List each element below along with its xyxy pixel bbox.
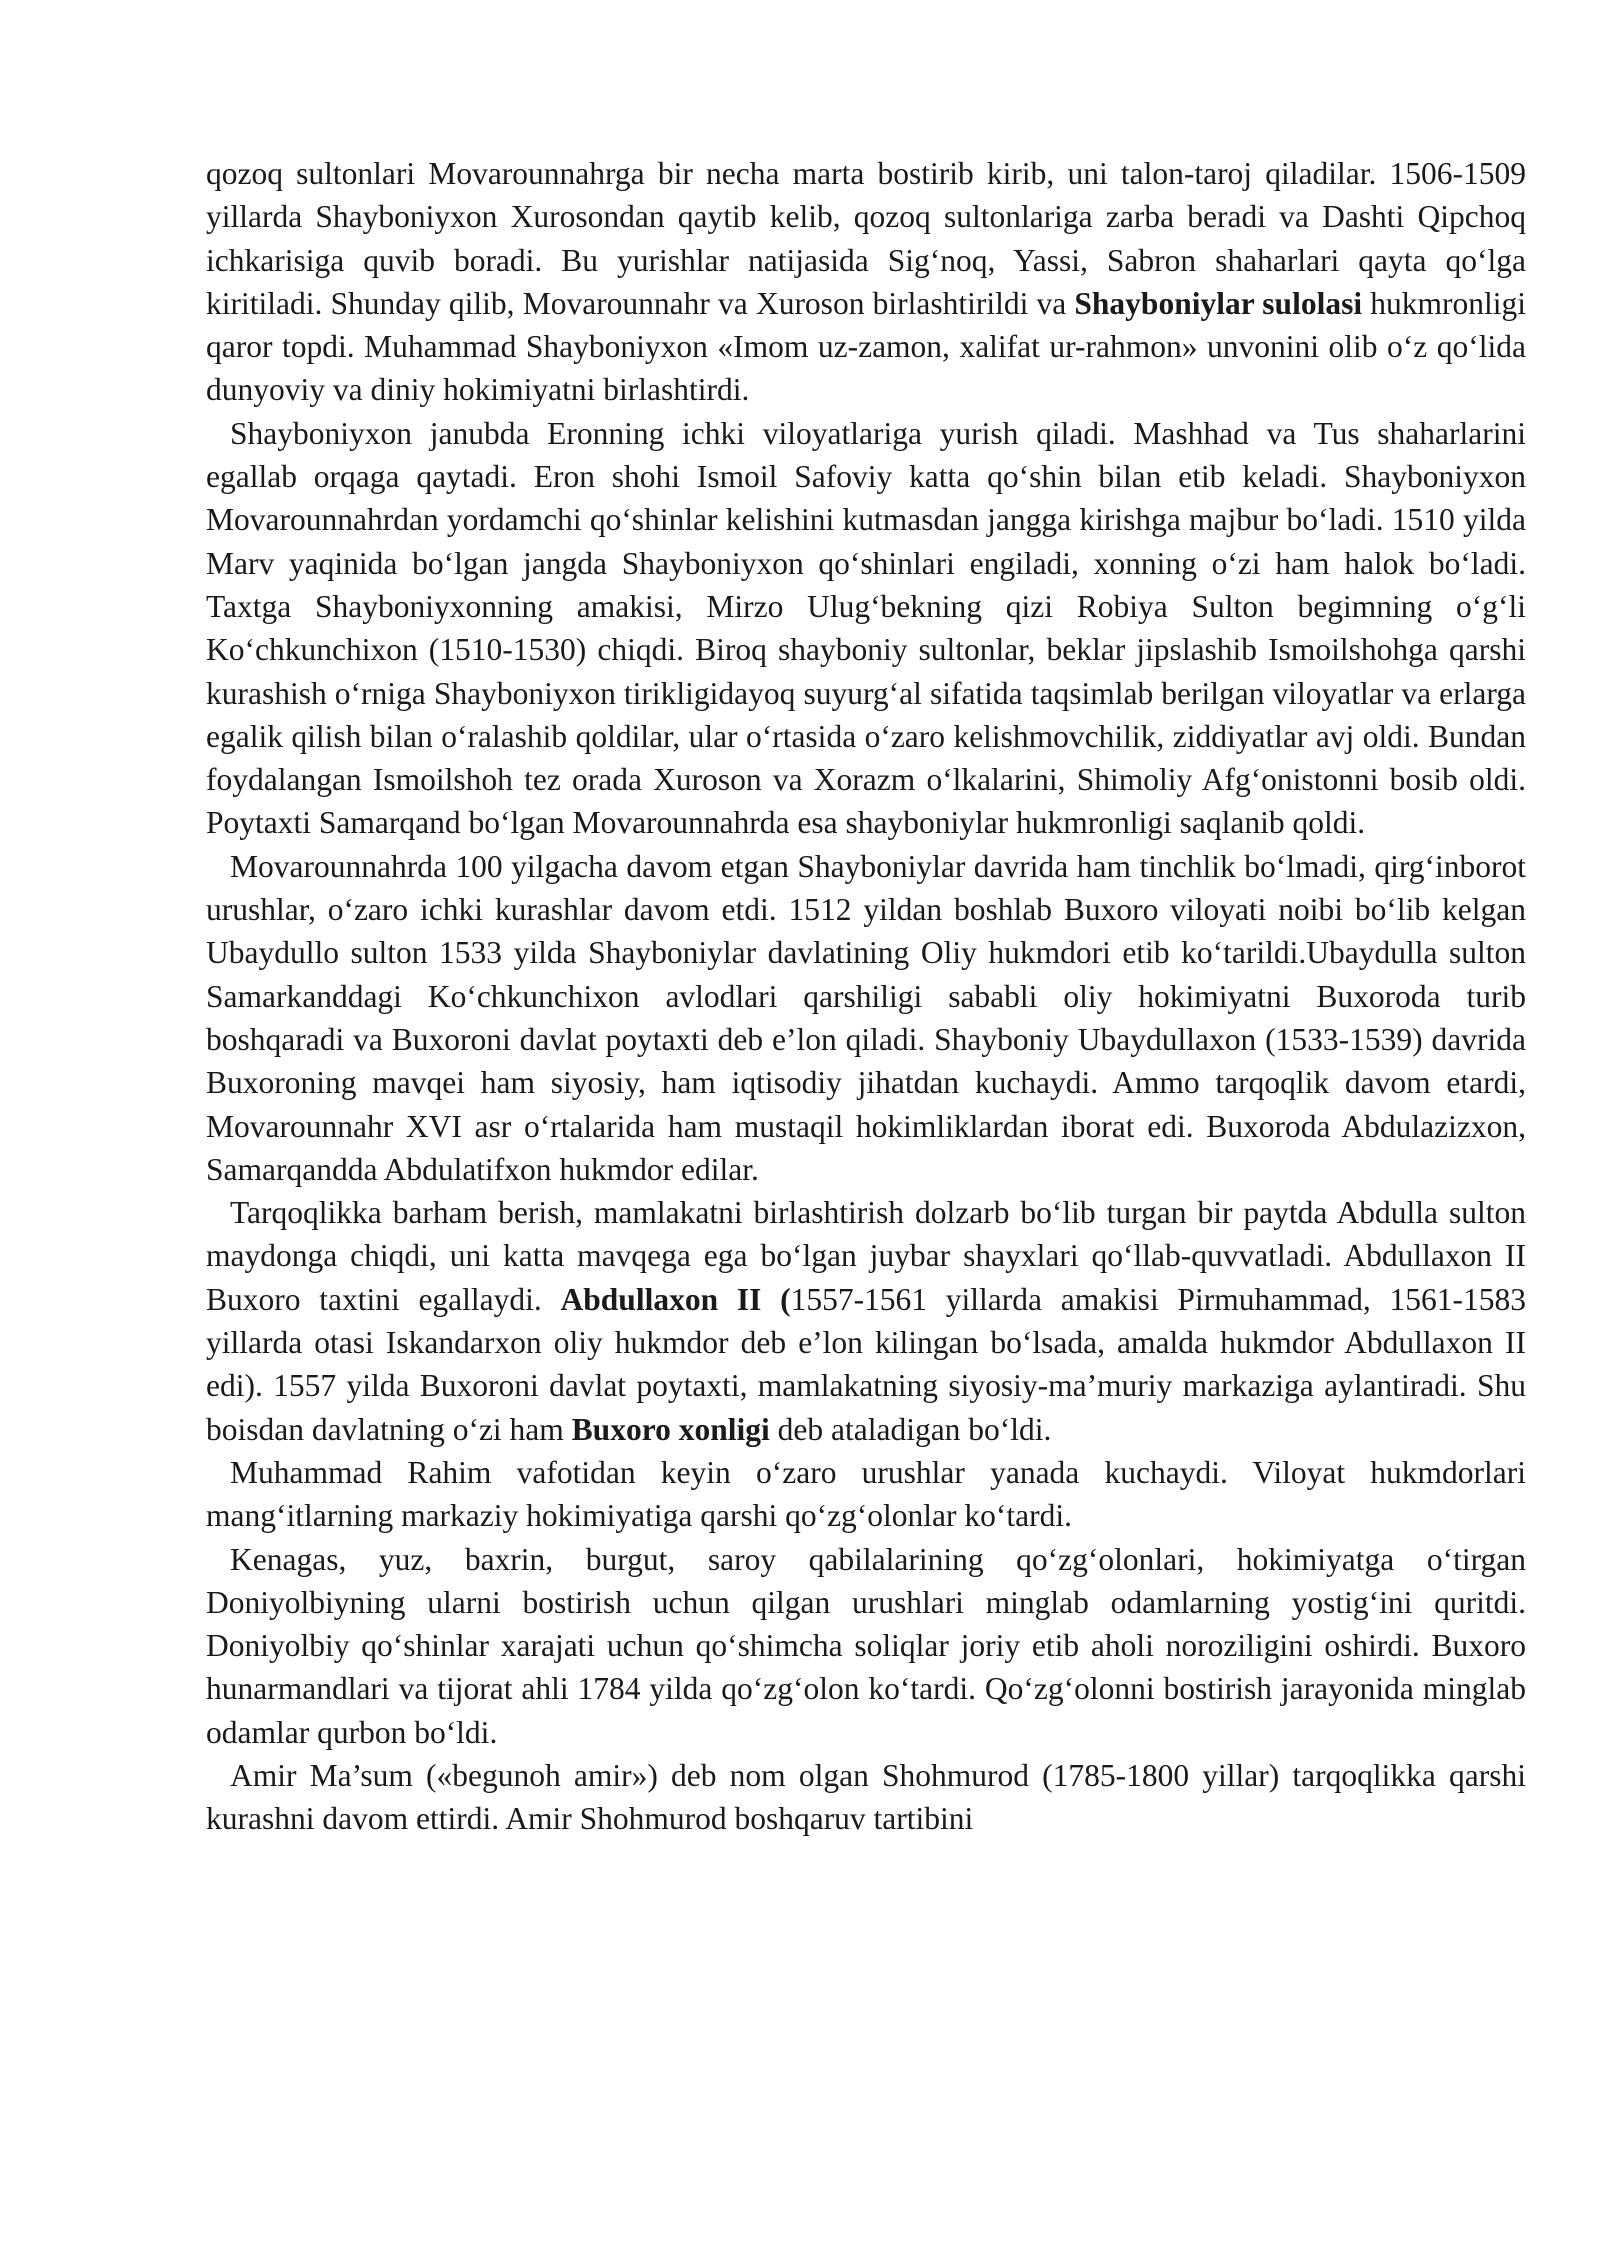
- paragraph-text: Amir Ma’sum («begunoh amir») deb nom olgan Shohmurod (1785-1800 yillar) tarqoqlikka qarshi kurashni davom ettirdi. Amir Shohmurod boshqaruv tartibini: [206, 1757, 1526, 1837]
- paragraph-text: qozoq sultonlari Movarounnahrga bir necha marta bostirib kirib, uni talon-taroj qiladilar. 1506-1509 yillarda Shayboniyxon Xurosondan qaytib kelib, qozoq sultonlariga zarba beradi va Dashti Qipchoq ichkarisiga quvib boradi. Bu yurishlar natijasida Sig‘noq, Yassi, Sabron shaharlari qayta qo‘lga kiritiladi. Shunday qilib, Movarounnahr va Xuroson birlashtirildi va: [206, 156, 1526, 321]
- document-page: [206, 152, 1526, 1841]
- paragraph-4: [206, 1191, 1526, 1451]
- paragraph-1: [206, 152, 1526, 412]
- paragraph-text: Movarounnahrda 100 yilgacha davom etgan Shayboniylar davrida ham tinchlik bo‘lmadi, qirg‘inborot urushlar, o‘zaro ichki kurashlar davom etdi. 1512 yildan boshlab Buxoro viloyati noibi bo‘lib kelgan Ubaydullo sulton 1533 yilda Shayboniylar davlatining Oliy hukmdori etib ko‘tarildi.Ubaydulla sulton Samarkanddagi Ko‘chkunchixon avlodlari qarshiligi sababli oliy hokimiyatni Buxoroda turib boshqaradi va Buxoroni davlat poytaxti deb e’lon qiladi. Shayboniy Ubaydullaxon (1533-1539) davrida Buxoroning mavqei ham siyosiy, ham iqtisodiy jihatdan kuchaydi. Ammo tarqoqlik davom etardi, Movarounnahr XVI asr o‘rtalarida ham mustaqil hokimliklardan iborat edi. Buxoroda Abdulazizxon, Samarqandda Abdulatifxon hukmdor edilar.: [206, 848, 1526, 1187]
- bold-term-abdullaxon-ii: Abdullaxon II (: [560, 1281, 791, 1317]
- paragraph-text: 1557-1561 yillarda amakisi Pirmuhammad, 1561-1583 yillarda otasi Iskandarxon oliy hukmdor deb e’lon kilingan bo‘lsada, amalda hukmdor Abdullaxon II edi). 1557 yilda Buxoroni davlat poytaxti, mamlakatning siyosiy-ma’muriy markaziga aylantiradi. Shu boisdan davlatning o‘zi ham: [206, 1281, 1527, 1447]
- paragraph-text: hukmronligi qaror topdi. Muhammad Shayboniyxon «Imom uz-zamon, xalifat ur-rahmon» unvonini olib o‘z qo‘lida dunyoviy va diniy hokimiyatni birlashtirdi.: [206, 285, 1526, 408]
- bold-term-shayboniylar-sulolasi: Shayboniylar sulolasi: [1074, 285, 1363, 321]
- paragraph-text: Kenagas, yuz, baxrin, burgut, saroy qabilalarining qo‘zg‘olonlari, hokimiyatga o‘tirgan Doniyolbiyning ularni bostirish uchun qilgan urushlari minglab odamlarning yostig‘ini quritdi. Doniyolbiy qo‘shinlar xarajati uchun qo‘shimcha soliqlar joriy etib aholi noroziligini oshirdi. Buxoro hunarmandlari va tijorat ahli 1784 yilda qo‘zg‘olon ko‘tardi. Qo‘zg‘olonni bostirish jarayonida minglab odamlar qurbon bo‘ldi.: [206, 1541, 1526, 1750]
- paragraph-text: deb ataladigan bo‘ldi.: [769, 1411, 1052, 1447]
- paragraph-7: [206, 1754, 1526, 1841]
- paragraph-3: [206, 845, 1526, 1191]
- paragraph-2: [206, 412, 1526, 845]
- paragraph-6: [206, 1538, 1526, 1754]
- paragraph-text: Tarqoqlikka barham berish, mamlakatni birlashtirish dolzarb bo‘lib turgan bir paytda Abdulla sulton maydonga chiqdi, uni katta mavqega ega bo‘lgan juybar shayxlari qo‘llab-quvvatladi. Abdullaxon II Buxoro taxtini egallaydi.: [206, 1195, 1526, 1317]
- paragraph-text: Shayboniyxon janubda Eronning ichki viloyatlariga yurish qiladi. Mashhad va Tus shaharlarini egallab orqaga qaytadi. Eron shohi Ismoil Safoviy katta qo‘shin bilan etib keladi. Shayboniyxon Movarounnahrdan yordamchi qo‘shinlar kelishini kutmasdan jangga kirishga majbur bo‘ladi. 1510 yilda Marv yaqinida bo‘lgan jangda Shayboniyxon qo‘shinlari engiladi, xonning o‘zi ham halok bo‘ladi. Taxtga Shayboniyxonning amakisi, Mirzo Ulug‘bekning qizi Robiya Sulton begimning o‘g‘li Ko‘chkunchixon (1510-1530) chiqdi. Biroq shayboniy sultonlar, beklar jipslashib Ismoilshohga qarshi kurashish o‘rniga Shayboniyxon tirikligidayoq suyurg‘al sifatida taqsimlab berilgan viloyatlar va erlarga egalik qilish bilan o‘ralashib qoldilar, ular o‘rtasida o‘zaro kelishmovchilik, ziddiyatlar avj oldi. Bundan foydalangan Ismoilshoh tez orada Xuroson va Xorazm o‘lkalarini, Shimoliy Afg‘onistonni bosib oldi. Poytaxti Samarqand bo‘lgan Movarounnahrda esa shayboniylar hukmronligi saqlanib qoldi.: [206, 415, 1526, 841]
- paragraph-text: Muhammad Rahim vafotidan keyin o‘zaro urushlar yanada kuchaydi. Viloyat hukmdorlari mang‘itlarning markaziy hokimiyatiga qarshi qo‘zg‘olonlar ko‘tardi.: [206, 1454, 1526, 1534]
- paragraph-5: [206, 1451, 1526, 1538]
- bold-term-buxoro-xonligi: Buxoro xonligi: [571, 1411, 770, 1447]
